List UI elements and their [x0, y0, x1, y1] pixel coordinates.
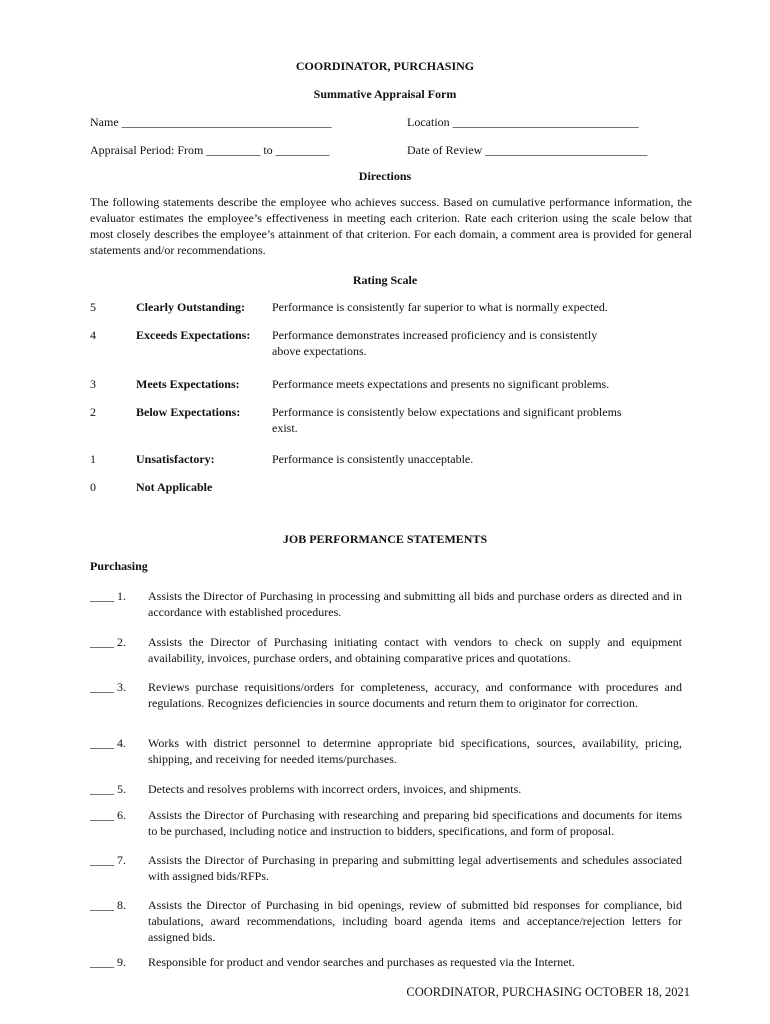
- rating-description: Performance is consistently far superior to what is normally expected.: [272, 300, 608, 314]
- rating-blank[interactable]: ____ 1.: [90, 589, 126, 603]
- rating-blank[interactable]: ____ 3.: [90, 680, 126, 694]
- rating-score: 2: [90, 405, 96, 419]
- rating-label: Not Applicable: [136, 480, 213, 494]
- rating-description: Performance meets expectations and presents no significant problems.: [272, 377, 610, 391]
- statement-text: Responsible for product and vendor searches and purchases as requested via the Internet.: [148, 955, 575, 969]
- location-field[interactable]: Location _______________________________: [407, 115, 639, 129]
- rating-score: 5: [90, 300, 96, 314]
- statement-text: Assists the Director of Purchasing in processing and submitting all bids and purchase orders as directed and in accordance with established procedures.: [148, 589, 682, 619]
- rating-blank[interactable]: ____ 4.: [90, 736, 126, 750]
- directions-text: The following statements describe the employee who achieves success. Based on cumulative performance information, the evaluator estimates the employee’s effectiveness in meeting each criterion. Rate each criterion using the scale below that most closely describes the employee’s attainment of that criterion. For each domain, a comment area is provided for general statements and/or recommendations.: [90, 195, 692, 257]
- rating-blank[interactable]: ____ 2.: [90, 635, 126, 649]
- rating-label: Meets Expectations:: [136, 377, 240, 391]
- document-subtitle: Summative Appraisal Form: [313, 87, 457, 101]
- rating-score: 3: [90, 377, 96, 391]
- rating-blank[interactable]: ____ 8.: [90, 898, 126, 912]
- job-performance-heading: JOB PERFORMANCE STATEMENTS: [282, 532, 488, 546]
- date-of-review-field[interactable]: Date of Review ___________________________: [407, 143, 648, 157]
- rating-description: Performance demonstrates increased proficiency and is consistently above expectations.: [272, 328, 598, 358]
- statement-text: Reviews purchase requisitions/orders for completeness, accuracy, and conformance with procedures and regulations. Recognizes deficiencies in source documents and return them to originator for correction.: [148, 680, 682, 710]
- rating-score: 0: [90, 480, 96, 494]
- rating-blank[interactable]: ____ 9.: [90, 955, 126, 969]
- rating-label: Unsatisfactory:: [136, 452, 215, 466]
- rating-scale-heading: Rating Scale: [352, 273, 418, 287]
- rating-label: Below Expectations:: [136, 405, 241, 419]
- statement-text: Works with district personnel to determine appropriate bid specifications, sources, availability, pricing, shipping, and receiving for needed items/purchases.: [148, 736, 682, 766]
- rating-score: 4: [90, 328, 96, 342]
- rating-blank[interactable]: ____ 7.: [90, 853, 126, 867]
- rating-score: 1: [90, 452, 96, 466]
- statement-text: Assists the Director of Purchasing in bid openings, review of submitted bid responses for compliance, bid tabulations, award recommendations, including board agenda items and acceptance/rejection letters for assigned bids.: [148, 898, 682, 944]
- document-title: COORDINATOR, PURCHASING: [295, 59, 475, 73]
- rating-label: Exceeds Expectations:: [136, 328, 251, 342]
- page-footer: COORDINATOR, PURCHASING OCTOBER 18, 2021: [406, 985, 690, 999]
- rating-label: Clearly Outstanding:: [136, 300, 246, 314]
- rating-description: Performance is consistently below expectations and significant problems exist.: [272, 405, 622, 435]
- directions-heading: Directions: [358, 169, 412, 183]
- appraisal-period-field[interactable]: Appraisal Period: From _________ to _________: [90, 143, 330, 157]
- statement-text: Detects and resolves problems with incorrect orders, invoices, and shipments.: [148, 782, 522, 796]
- rating-blank[interactable]: ____ 6.: [90, 808, 126, 822]
- name-field[interactable]: Name ___________________________________: [90, 115, 332, 129]
- statement-text: Assists the Director of Purchasing with researching and preparing bid specifications and documents for items to be purchased, including notice and instruction to bidders, specifications, and form of proposal.: [148, 808, 682, 838]
- statement-text: Assists the Director of Purchasing initiating contact with vendors to check on supply and equipment availability, invoices, purchase orders, and obtaining comparative prices and quotations.: [148, 635, 682, 665]
- section-heading-purchasing: Purchasing: [90, 559, 148, 573]
- statement-text: Assists the Director of Purchasing in preparing and submitting legal advertisements and schedules associated with assigned bids/RFPs.: [148, 853, 682, 883]
- rating-description: Performance is consistently unacceptable.: [272, 452, 474, 466]
- rating-blank[interactable]: ____ 5.: [90, 782, 126, 796]
